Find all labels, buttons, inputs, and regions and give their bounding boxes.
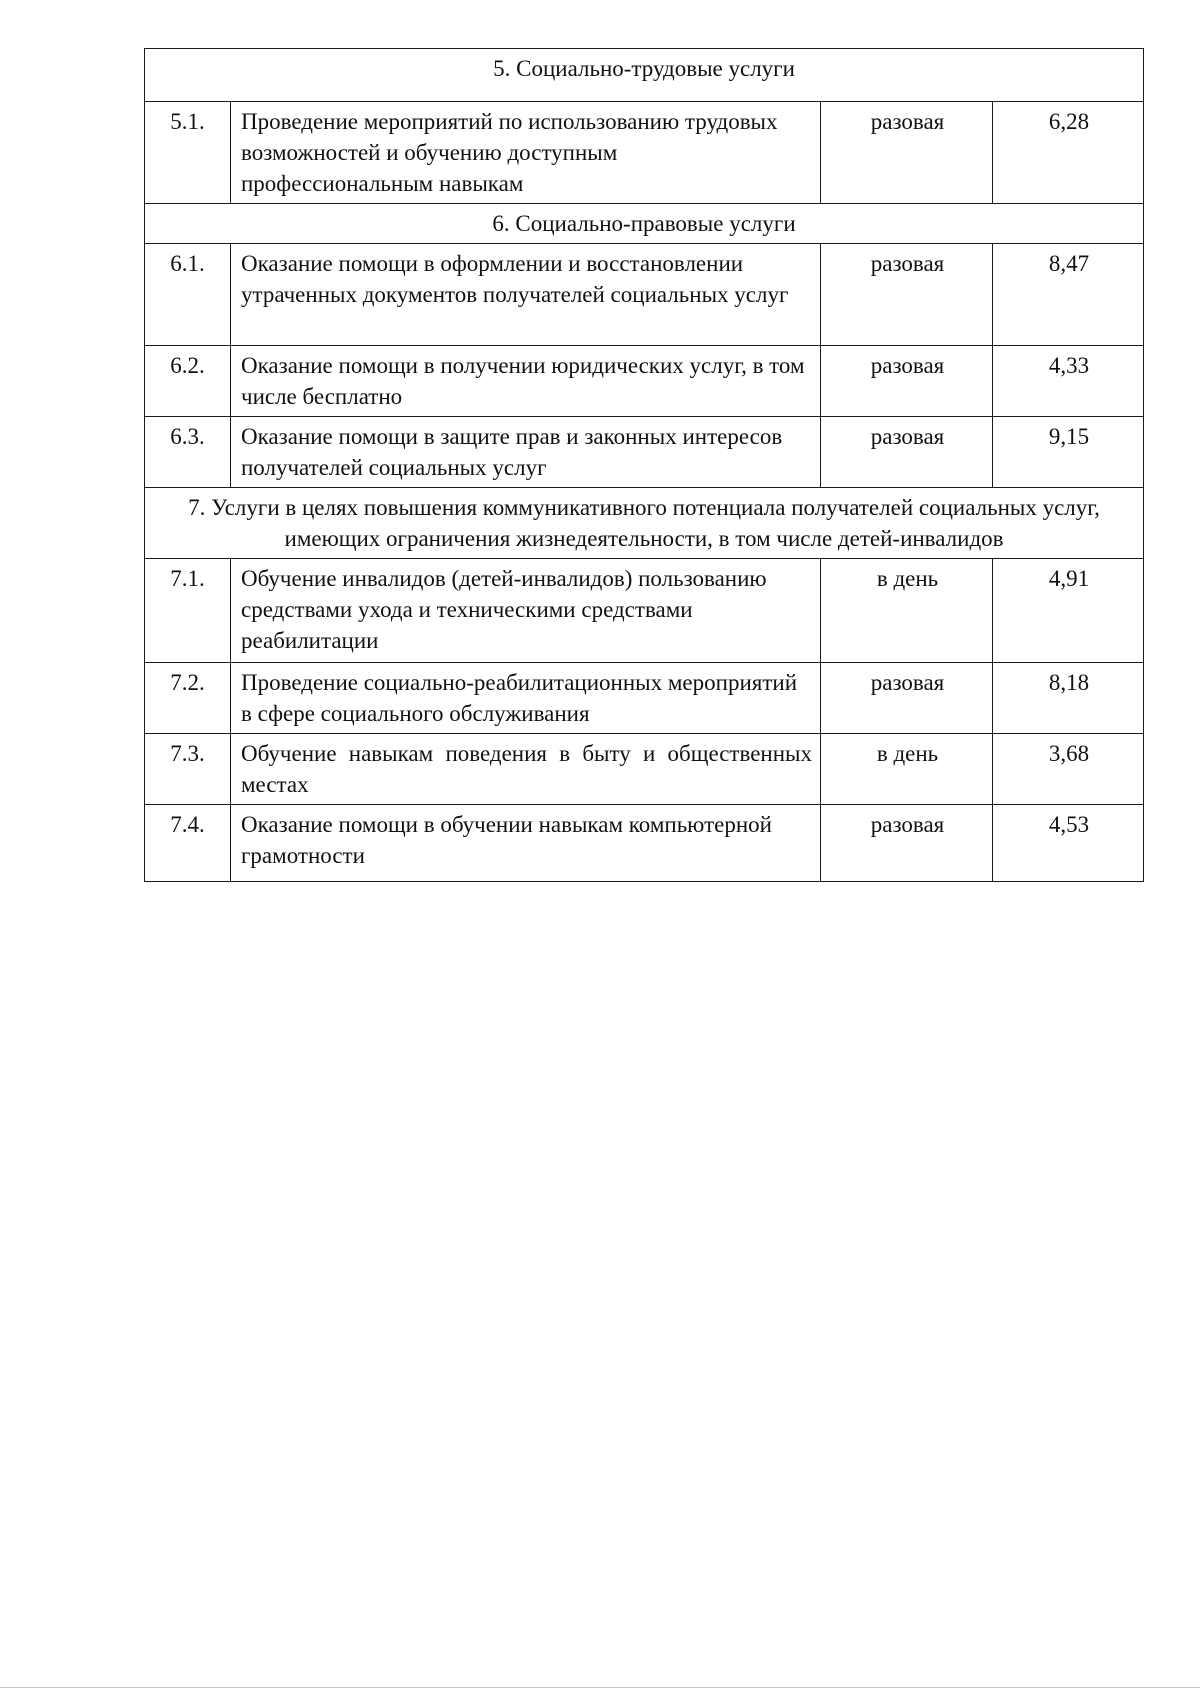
service-name: Оказание помощи в обучении навыкам компьютерной грамотности xyxy=(231,805,821,882)
section-header-row xyxy=(145,49,1144,102)
service-price: 4,91 xyxy=(993,559,1144,663)
section-title-7: 7. Услуги в целях повышения коммуникативного потенциала получателей социальных услуг, имеющих ограничения жизнедеятельности, в том числе детей-инвалидов xyxy=(145,488,1144,559)
table-row xyxy=(145,346,1144,417)
section-header-row xyxy=(145,204,1144,244)
service-name: Проведение мероприятий по использованию трудовых возможностей и обучению доступным профессиональным навыкам xyxy=(231,102,821,204)
service-unit: разовая xyxy=(821,102,993,204)
row-number: 7.3. xyxy=(145,734,231,805)
table-row xyxy=(145,805,1144,882)
service-name: Оказание помощи в получении юридических услуг, в том числе бесплатно xyxy=(231,346,821,417)
service-price: 4,33 xyxy=(993,346,1144,417)
section-header-row xyxy=(145,488,1144,559)
section-title-6: 6. Социально-правовые услуги xyxy=(145,204,1144,244)
service-price: 4,53 xyxy=(993,805,1144,882)
row-number: 6.2. xyxy=(145,346,231,417)
service-unit: в день xyxy=(821,734,993,805)
table-row xyxy=(145,244,1144,346)
service-unit: разовая xyxy=(821,244,993,346)
table-row xyxy=(145,559,1144,663)
row-number: 6.1. xyxy=(145,244,231,346)
row-number: 7.4. xyxy=(145,805,231,882)
table-row xyxy=(145,734,1144,805)
service-unit: разовая xyxy=(821,417,993,488)
service-price: 8,47 xyxy=(993,244,1144,346)
services-price-table xyxy=(144,48,1144,882)
table-row xyxy=(145,417,1144,488)
service-name: Обучение навыкам поведения в быту и общественных местах xyxy=(231,734,821,805)
row-number: 5.1. xyxy=(145,102,231,204)
table-row xyxy=(145,102,1144,204)
service-price: 6,28 xyxy=(993,102,1144,204)
scan-edge-line xyxy=(0,1687,1200,1688)
service-price: 8,18 xyxy=(993,663,1144,734)
service-unit: разовая xyxy=(821,346,993,417)
service-name: Оказание помощи в оформлении и восстановлении утраченных документов получателей социальных услуг xyxy=(231,244,821,346)
row-number: 7.2. xyxy=(145,663,231,734)
service-unit: разовая xyxy=(821,805,993,882)
service-name: Обучение инвалидов (детей-инвалидов) пользованию средствами ухода и техническими средствами реабилитации xyxy=(231,559,821,663)
service-price: 9,15 xyxy=(993,417,1144,488)
section-title-5: 5. Социально-трудовые услуги xyxy=(145,49,1144,102)
table-row xyxy=(145,663,1144,734)
service-price: 3,68 xyxy=(993,734,1144,805)
service-name: Проведение социально-реабилитационных мероприятий в сфере социального обслуживания xyxy=(231,663,821,734)
service-name: Оказание помощи в защите прав и законных интересов получателей социальных услуг xyxy=(231,417,821,488)
service-unit: разовая xyxy=(821,663,993,734)
row-number: 6.3. xyxy=(145,417,231,488)
service-unit: в день xyxy=(821,559,993,663)
row-number: 7.1. xyxy=(145,559,231,663)
